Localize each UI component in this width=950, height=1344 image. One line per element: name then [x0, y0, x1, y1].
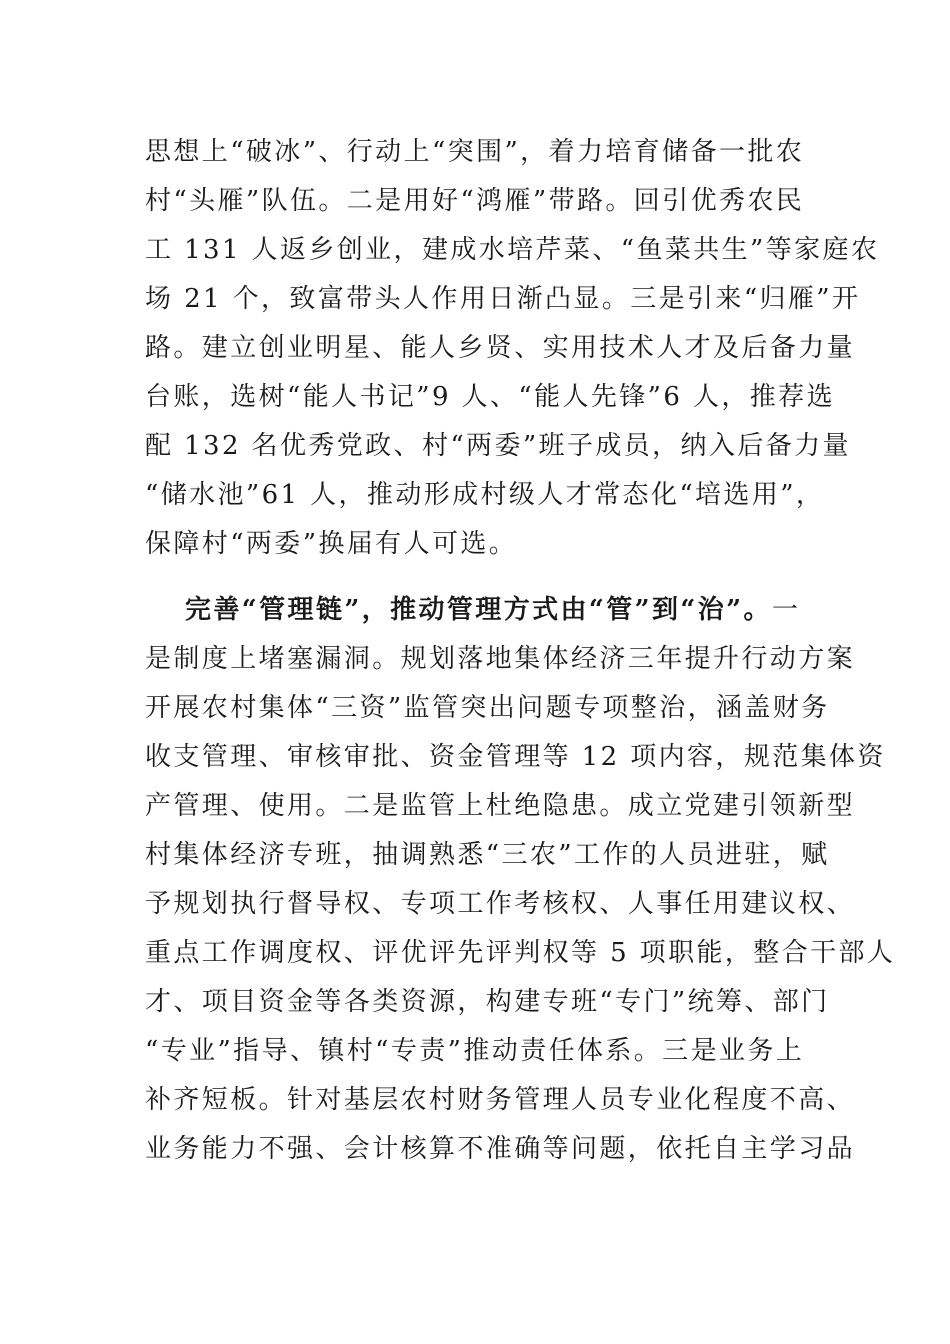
text-line: 产管理、使用。二是监管上杜绝隐患。成立党建引领新型 — [145, 791, 856, 821]
text-line: 场 21 个，致富带头人作用日渐凸显。三是引来“归雁”开 — [145, 284, 861, 314]
paragraph-lead-heading: 完善“管理链”，推动管理方式由“管”到“治”。 — [185, 595, 772, 625]
text-line: “储水池”61 人，推动形成村级人才常态化“培选用”， — [145, 480, 825, 510]
text-line: 配 132 名优秀党政、村“两委”班子成员，纳入后备力量 — [145, 431, 851, 461]
text-line: 重点工作调度权、评优评先评判权等 5 项职能，整合干部人 — [145, 938, 896, 968]
text-line: 工 131 人返乡创业，建成水培芹菜、“鱼菜共生”等家庭农 — [145, 235, 880, 265]
text-line: 才、项目资金等各类资源，构建专班“专门”统筹、部门 — [145, 987, 830, 1017]
text-line: 是制度上堵塞漏洞。规划落地集体经济三年提升行动方案 — [145, 644, 856, 674]
text-line: 村集体经济专班，抽调熟悉“三农”工作的人员进驻，赋 — [145, 840, 830, 870]
text-line: 开展农村集体“三资”监管突出问题专项整治，涵盖财务 — [145, 693, 830, 723]
text-line: 台账，选树“能人书记”9 人、“能人先锋”6 人，推荐选 — [145, 382, 835, 412]
paragraph-1 — [145, 128, 880, 569]
text-run: 一 — [771, 595, 801, 625]
text-line: 予规划执行督导权、专项工作考核权、人事任用建议权、 — [145, 889, 856, 919]
text-line: 村“头雁”队伍。二是用好“鸿雁”带路。回引优秀农民 — [145, 186, 805, 216]
text-line: “专业”指导、镇村“专责”推动责任体系。三是业务上 — [145, 1036, 805, 1066]
text-line: 业务能力不强、会计核算不准确等问题，依托自主学习品 — [145, 1134, 856, 1164]
text-line: 补齐短板。针对基层农村财务管理人员专业化程度不高、 — [145, 1085, 856, 1115]
text-line: 收支管理、审核审批、资金管理等 12 项内容，规范集体资 — [145, 742, 886, 772]
text-line: 保障村“两委”换届有人可选。 — [145, 529, 518, 559]
text-line-first — [145, 586, 805, 635]
text-line: 思想上“破冰”、行动上“突围”，着力培育储备一批农 — [145, 137, 805, 167]
text-line: 路。建立创业明星、能人乡贤、实用技术人才及后备力量 — [145, 333, 856, 363]
document-body — [145, 128, 896, 1174]
paragraph-spacer — [145, 569, 805, 586]
paragraph-2 — [145, 586, 896, 1174]
